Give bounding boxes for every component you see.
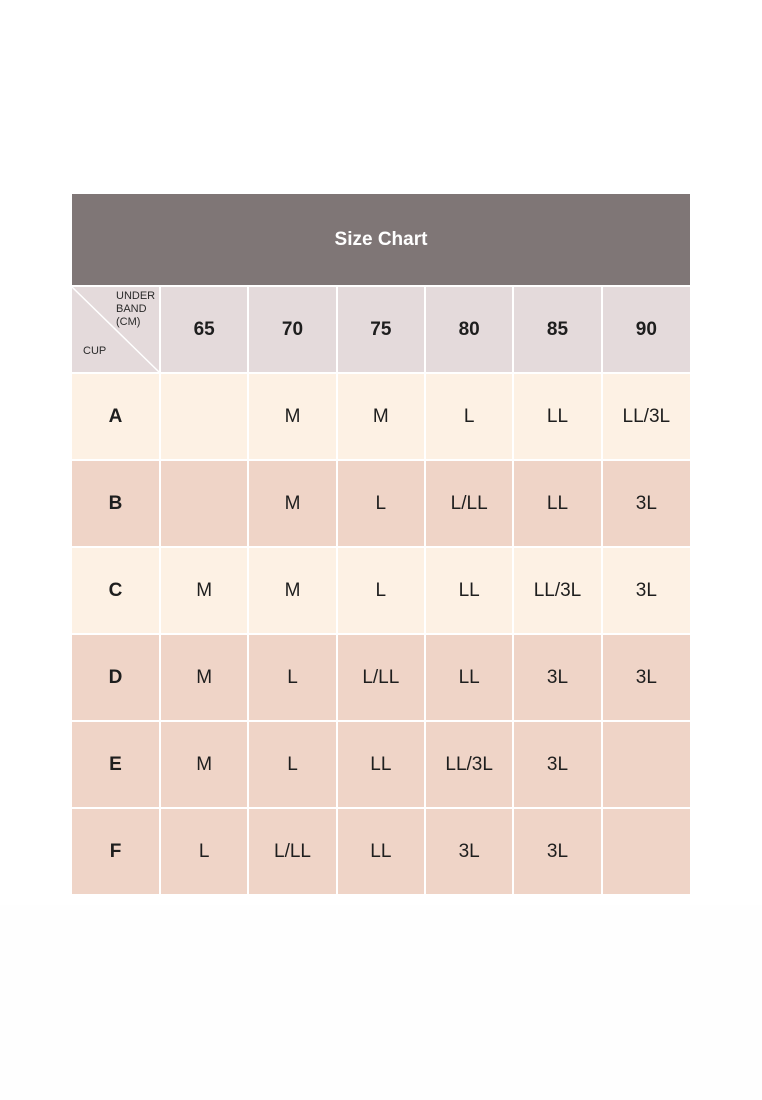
size-table bbox=[72, 287, 690, 894]
cup-cell: D bbox=[72, 634, 160, 721]
size-cell: 3L bbox=[602, 547, 690, 634]
size-cell: M bbox=[248, 547, 336, 634]
size-cell: M bbox=[248, 373, 336, 460]
cup-cell: B bbox=[72, 460, 160, 547]
size-cell: M bbox=[248, 460, 336, 547]
size-cell: L/LL bbox=[337, 634, 425, 721]
chart-title: Size Chart bbox=[72, 194, 690, 287]
size-cell: LL bbox=[337, 721, 425, 808]
size-cell: L bbox=[248, 634, 336, 721]
size-cell: M bbox=[160, 721, 248, 808]
size-cell bbox=[602, 808, 690, 894]
header-row bbox=[72, 287, 690, 373]
band-header: 70 bbox=[248, 287, 336, 373]
band-header: 80 bbox=[425, 287, 513, 373]
size-cell bbox=[602, 721, 690, 808]
table-row bbox=[72, 547, 690, 634]
band-header: 85 bbox=[513, 287, 601, 373]
size-cell: 3L bbox=[513, 808, 601, 894]
band-header: 65 bbox=[160, 287, 248, 373]
table-row bbox=[72, 721, 690, 808]
table-row bbox=[72, 373, 690, 460]
size-cell: LL/3L bbox=[602, 373, 690, 460]
size-cell: 3L bbox=[602, 460, 690, 547]
table-row bbox=[72, 460, 690, 547]
size-cell: L/LL bbox=[248, 808, 336, 894]
size-cell: L/LL bbox=[425, 460, 513, 547]
size-cell: 3L bbox=[425, 808, 513, 894]
size-cell: 3L bbox=[602, 634, 690, 721]
size-cell: L bbox=[425, 373, 513, 460]
size-cell: LL bbox=[513, 460, 601, 547]
size-cell: 3L bbox=[513, 721, 601, 808]
corner-cell bbox=[72, 287, 160, 373]
cup-cell: A bbox=[72, 373, 160, 460]
size-cell: LL bbox=[425, 634, 513, 721]
size-cell: L bbox=[160, 808, 248, 894]
band-header: 90 bbox=[602, 287, 690, 373]
size-cell: LL bbox=[425, 547, 513, 634]
cup-cell: E bbox=[72, 721, 160, 808]
under-band-label: UNDER BAND (CM) bbox=[116, 290, 156, 328]
table-row bbox=[72, 634, 690, 721]
size-cell: LL/3L bbox=[513, 547, 601, 634]
page-background-bottom bbox=[0, 905, 762, 1100]
size-cell: M bbox=[160, 547, 248, 634]
cup-label: CUP bbox=[83, 345, 107, 357]
band-header: 75 bbox=[337, 287, 425, 373]
cup-cell: F bbox=[72, 808, 160, 894]
size-chart bbox=[72, 194, 690, 894]
size-cell: 3L bbox=[513, 634, 601, 721]
size-cell: M bbox=[337, 373, 425, 460]
size-cell: L bbox=[337, 460, 425, 547]
size-cell bbox=[160, 373, 248, 460]
size-cell: LL bbox=[337, 808, 425, 894]
size-cell: L bbox=[337, 547, 425, 634]
size-cell: M bbox=[160, 634, 248, 721]
size-cell: L bbox=[248, 721, 336, 808]
size-cell bbox=[160, 460, 248, 547]
size-cell: LL bbox=[513, 373, 601, 460]
table-row bbox=[72, 808, 690, 894]
cup-cell: C bbox=[72, 547, 160, 634]
size-cell: LL/3L bbox=[425, 721, 513, 808]
